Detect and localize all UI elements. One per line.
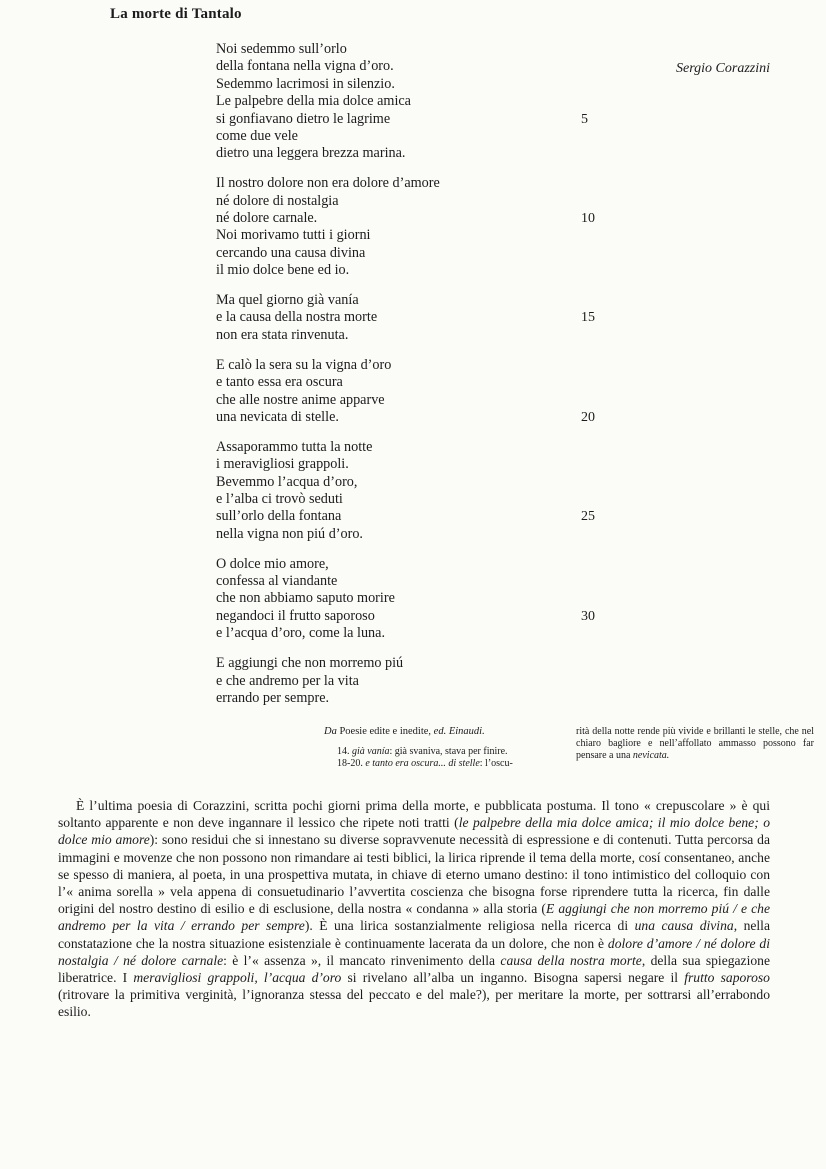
poem-line-text: e tanto essa era oscura [216, 374, 343, 391]
commentary-quote: dolore d’amore / né dolore di nostalgia / né dolore carnale [58, 935, 770, 968]
poem-line-text: si gonfiavano dietro le lagrime [216, 110, 391, 127]
footnote-continuation [576, 726, 814, 762]
author-name: Sergio Corazzini [676, 61, 770, 76]
poem-stanza [216, 655, 616, 707]
poem-line [216, 111, 616, 128]
commentary-text: : è l’« assenza », il mancato rinvenimento della [223, 952, 501, 968]
poem-line-text: che alle nostre anime apparve [216, 391, 385, 408]
poem-line [216, 41, 616, 58]
source-citation [324, 726, 485, 737]
commentary-text: , nella constatazione che la nostra situazione esistenziale è continuamente lacerata da un dolore, che non è [58, 918, 770, 951]
footnote-18-20 [337, 758, 563, 770]
poem-line [216, 526, 616, 543]
poem-line [216, 673, 616, 690]
poem-line [216, 93, 616, 110]
line-number: 5 [581, 111, 588, 127]
poem-line [216, 327, 616, 344]
footnote-14 [337, 746, 563, 758]
poem-line [216, 245, 616, 262]
poem-line-text: nella vigna non piú d’oro. [216, 525, 363, 542]
poem-line-text: una nevicata di stelle. [216, 408, 339, 425]
poem-line-text: O dolce mio amore, [216, 555, 329, 572]
poem-line [216, 608, 616, 625]
footnote-ref: 18-20. [337, 758, 363, 769]
page-title: La morte di Tantalo [110, 6, 242, 22]
commentary-quote: le palpebre della mia dolce amica; il mio dolce bene; o dolce mio amore [58, 815, 770, 848]
poem-line [216, 456, 616, 473]
poem-line-text: Noi sedemmo sull’orlo [216, 41, 347, 57]
poem-line-text: sull’orlo della fontana [216, 508, 342, 525]
poem-line [216, 573, 616, 590]
poem-line [216, 392, 616, 409]
poem-stanza [216, 439, 616, 543]
commentary-quote: meravigliosi grappoli, l’acqua d’oro [133, 970, 342, 986]
poem-line [216, 625, 616, 642]
commentary-quote: frutto saporoso [684, 970, 770, 986]
commentary-text: ): sono residui che si innestano su diverse sopravvenute necessità di espressione e di contenuti. Tutta percorsa da immagini e movenze che non possono non rimandare ai testi biblici, la lirica riprende il tema della morte, cosí consentaneo, anche se spesso di maniera, al poeta, in una prospettiva mutata, in chiave di eterno umano destino: il tono intimistico del colloquio con l’« anima sorella » vela appena di consuetudinario l’avvertita coscienza che bisogna forse riprendere tutta la ricerca, fin dalle origini del nostro destino di esilio e di esclusione, della nostra « condanna » alla storia ( [58, 832, 770, 917]
commentary-text: , della sua spiegazione liberatrice. I [58, 952, 770, 986]
poem-line-text: e che andremo per la vita [216, 672, 359, 689]
poem-line-text: E aggiungi che non morremo piú [216, 655, 404, 672]
source-publisher: ed. Einaudi. [433, 726, 485, 737]
poem-line-text: Assaporammo tutta la notte [216, 438, 373, 455]
poem-line [216, 409, 616, 426]
poem-line-text: negandoci il frutto saporoso [216, 607, 375, 624]
poem-line-text: e l’acqua d’oro, come la luna. [216, 625, 385, 642]
poem-line [216, 128, 616, 145]
poem-line [216, 175, 616, 192]
poem-line-text: E calò la sera su la vigna d’oro [216, 356, 392, 373]
footnote-text: : già svaniva, stava per finire. [389, 746, 508, 757]
footnote-cont-text: rità della notte rende più vivide e brillanti le stelle, che nel chiaro bagliore e nell’affollato ammasso possono far pensare a una [576, 726, 814, 761]
poem-line [216, 374, 616, 391]
poem-stanza [216, 41, 616, 163]
commentary-quote: causa della nostra morte [500, 952, 642, 968]
footnote-term: e tanto era oscura... di stelle [365, 758, 480, 769]
commentary-quote: E aggiungi che non morremo piú / e che andremo per la vita / errando per sempre [58, 901, 770, 934]
poem-line [216, 474, 616, 491]
poem-stanza [216, 556, 616, 643]
poem-line [216, 556, 616, 573]
poem-line [216, 655, 616, 672]
poem-line [216, 292, 616, 309]
line-number: 30 [581, 608, 595, 624]
poem-stanza [216, 357, 616, 427]
source-title: Poesie edite e inedite, [339, 726, 432, 737]
poem-line-text: e l’alba ci trovò seduti [216, 490, 343, 507]
poem-stanza [216, 175, 616, 279]
poem-line-text: Le palpebre della mia dolce amica [216, 93, 411, 110]
poem-stanza [216, 292, 616, 344]
poem-line-text: errando per sempre. [216, 689, 330, 706]
poem-line [216, 439, 616, 456]
poem-line-text: Bevemmo l’acqua d’oro, [216, 473, 358, 490]
poem-line-text: il mio dolce bene ed io. [216, 262, 350, 279]
poem-line [216, 76, 616, 93]
line-number: 25 [581, 509, 595, 525]
poem-line-text: Ma quel giorno già vanía [216, 292, 359, 309]
poem-line-text: Sedemmo lacrimosi in silenzio. [216, 75, 395, 92]
footnote-text: : l’oscu- [479, 758, 513, 769]
line-number: 20 [581, 409, 595, 425]
poem-line [216, 357, 616, 374]
poem-line [216, 193, 616, 210]
poem-line-text: come due vele [216, 127, 298, 144]
footnote-cont-end: nevicata. [632, 750, 670, 761]
commentary-text: (ritrovare la primitiva verginità, l’ignoranza stessa del peccato e del male?), per meritare la morte, per sottrarsi all’errabondo esilio. [58, 987, 770, 1020]
footnote-ref: 14. [337, 746, 350, 757]
commentary-paragraph [58, 797, 770, 1021]
poem-line-text: Il nostro dolore non era dolore d’amore [216, 175, 440, 192]
poem-line-text: e la causa della nostra morte [216, 309, 378, 326]
line-number: 10 [581, 211, 595, 227]
commentary-text: si rivelano all’alba un inganno. Bisogna sapersi negare il [341, 970, 685, 986]
poem-line [216, 210, 616, 227]
poem-line [216, 508, 616, 525]
commentary-quote: una causa divina [634, 918, 734, 934]
poem-line [216, 227, 616, 244]
poem-line [216, 145, 616, 162]
poem-line-text: dietro una leggera brezza marina. [216, 145, 406, 162]
poem-line [216, 309, 616, 326]
line-number: 15 [581, 310, 595, 326]
poem [216, 41, 616, 720]
commentary-text: È l’ultima poesia di Corazzini, scritta pochi giorni prima della morte, e pubblicata postuma. Il tono « crepuscolare » è qui soltanto apparente e non deve ingannare il lessico che ripete noti tratti ( [58, 798, 770, 831]
poem-line [216, 590, 616, 607]
poem-line-text: né dolore carnale. [216, 210, 318, 227]
poem-line-text: Noi morivamo tutti i giorni [216, 227, 371, 244]
poem-line-text: non era stata rinvenuta. [216, 326, 349, 343]
commentary-text: ). È una lirica sostanzialmente religiosa nella ricerca di [304, 918, 635, 934]
source-prefix: Da [324, 726, 337, 737]
poem-line [216, 262, 616, 279]
poem-line-text: né dolore di nostalgia [216, 192, 339, 209]
poem-line [216, 491, 616, 508]
poem-line-text: cercando una causa divina [216, 244, 366, 261]
footnotes [337, 746, 563, 770]
poem-line [216, 690, 616, 707]
poem-line-text: che non abbiamo saputo morire [216, 590, 395, 607]
footnote-term: già vanía [352, 746, 390, 757]
poem-line-text: della fontana nella vigna d’oro. [216, 58, 394, 75]
poem-line-text: confessa al viandante [216, 573, 338, 590]
poem-line-text: i meravigliosi grappoli. [216, 456, 349, 473]
poem-line [216, 58, 616, 75]
